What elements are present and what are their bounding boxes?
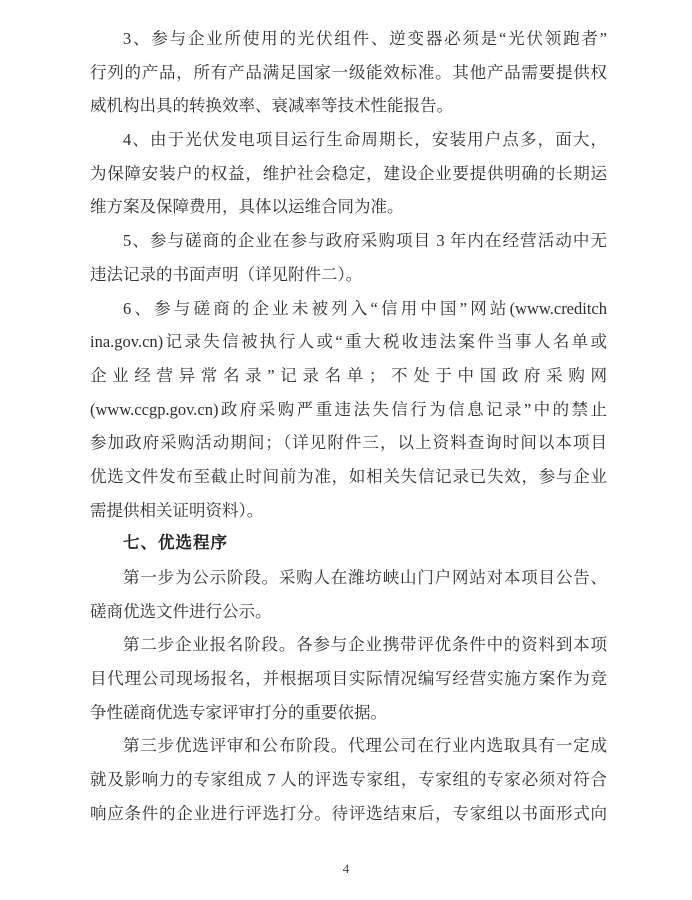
page-number: 4 [342,861,350,876]
text-line: 争性磋商优选专家评审打分的重要依据。 [90,702,387,722]
text-line: 目代理公司现场报名，并根据项目实际情况编写经营实施方案作为竞 [90,669,607,689]
text-line: 第一步为公示阶段。采购人在潍坊峡山门户网站对本项目公告、 [123,568,607,587]
document-body [90,22,607,831]
text-line: 就及影响力的专家组成 7 人的评选专家组，专家组的专家必须对符合 [90,770,607,790]
text-line: 6、参与磋商的企业未被列入“信用中国”网站(www.creditch [123,298,607,318]
text-line: 威机构出具的转换效率、衰减率等技术性能报告。 [90,96,453,116]
text-line: 5、参与磋商的企业在参与政府采购项目 3 年内在经营活动中无 [123,231,607,251]
text-line: 3、参与企业所使用的光伏组件、逆变器必须是“光伏领跑者” [123,29,607,48]
text-line: 为保障安装户的权益，维护社会稳定，建设企业要提供明确的长期运 [90,163,607,183]
text-line: 需提供相关证明资料）。 [90,500,264,520]
text-line: 第三步优选评审和公布阶段。代理公司在行业内选取具有一定成 [123,736,607,756]
text-line: 磋商优选文件进行公示。 [90,601,272,621]
section-heading: 七、优选程序 [123,534,228,553]
text-line: 响应条件的企业进行评选打分。待评选结束后，专家组以书面形式向 [90,803,607,823]
text-line: 优选文件发布至截止时间前为准，如相关失信记录已失效，参与企业 [90,466,607,486]
text-line: 行列的产品，所有产品满足国家一级能效标准。其他产品需要提供权 [90,62,607,82]
text-line: 4、由于光伏发电项目运行生命周期长，安装用户点多，面大， [123,130,607,150]
text-line: 参加政府采购活动期间；（详见附件三，以上资料查询时间以本项目 [90,433,607,453]
text-line: 违法记录的书面声明（详见附件二）。 [90,264,363,284]
text-line: (www.ccgp.gov.cn)政府采购严重违法失信行为信息记录”中的禁止 [90,399,607,419]
text-line: 第二步企业报名阶段。各参与企业携带评优条件中的资料到本项 [123,635,607,655]
text-line: 企业经营异常名录”记录名单；不处于中国政府采购网 [90,365,607,385]
text-line: ina.gov.cn)记录失信被执行人或“重大税收违法案件当事人名单或 [90,332,607,352]
text-line: 维方案及保障费用，具体以运维合同为准。 [90,197,404,217]
